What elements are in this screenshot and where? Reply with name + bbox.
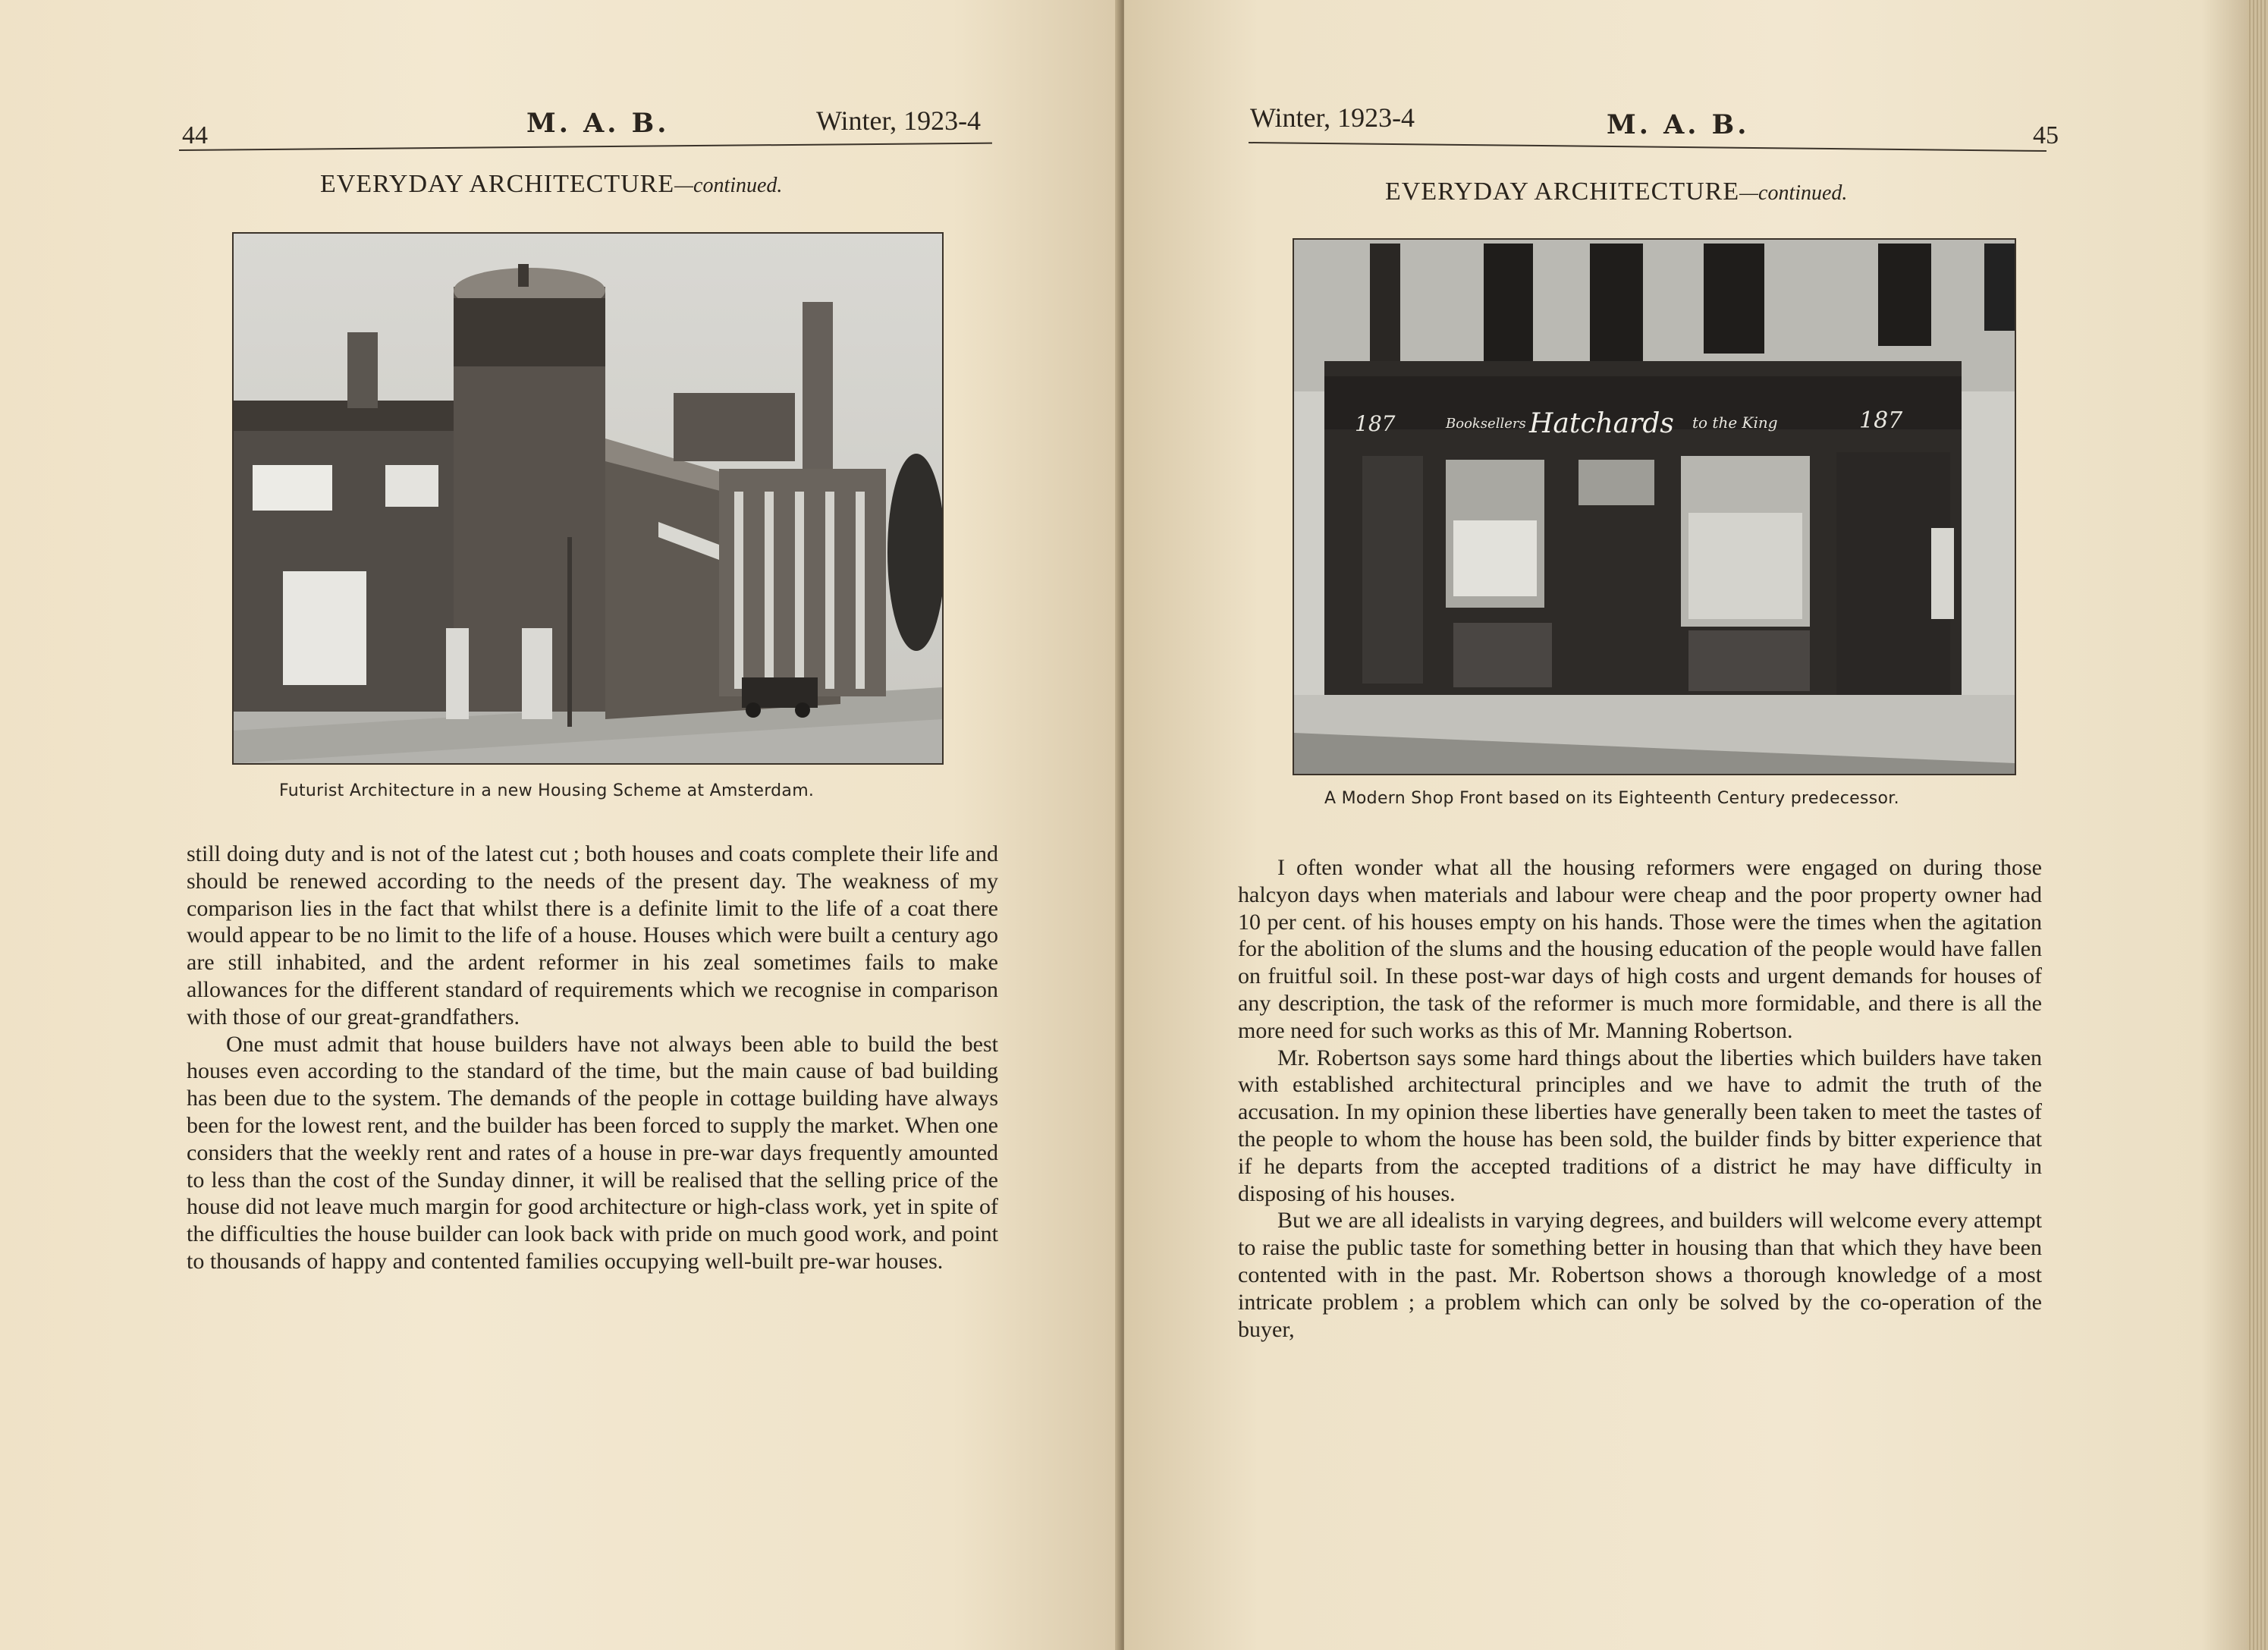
page-number: 44 (182, 121, 208, 149)
paragraph: But we are all idealists in varying degrees, and builders will welcome every attempt to raise the public taste for something better in housing than that which they have been contented with in the past. Mr. Robertson shows a thorough knowledge of a most intricate problem ; a problem which can only be solved by the co-operation of the buyer, (1238, 1208, 2042, 1342)
photo-caption: A Modern Shop Front based on its Eighteenth Century predecessor. (1324, 789, 1899, 808)
header-date: Winter, 1923-4 (1250, 102, 1415, 133)
header-title: M. A. B. (1607, 109, 1750, 140)
paragraph: I often wonder what all the housing reformers were engaged on during those halcyon days when materials and labour were cheap and the poor property owner had 10 per cent. of his houses empty on his hands. Those were the times when the agitation for the abolition of the slums and the housing education of the people would have fallen on fruitful soil. In these post-war days of high costs and urgent demands for houses of any description, the task of the reformer is much more formidable, and there is all the more need for such works as this of Mr. Manning Robertson. (1238, 855, 2042, 1043)
photo-hatchards-shop-front (1293, 238, 2016, 775)
header-rule (1249, 142, 2047, 152)
paragraph: still doing duty and is not of the latest cut ; both houses and coats complete their life and should be renewed according to the needs of the present day. The weakness of my comparison lies in the fact that whilst there is a definite limit to the life of a coat there would appear to be no limit to the life of a house. Houses which were built a century ago are still inhabited, and the ardent reformer in his zeal sometimes fails to make allowances for the different standard of requirements which we recognise in comparison with those of our great-grandfathers. (187, 841, 998, 1029)
section-title-text: EVERYDAY ARCHITECTURE (320, 170, 675, 198)
section-title-continued: —continued. (1739, 181, 1848, 205)
paragraph: One must admit that house builders have not always been able to build the best houses even according to the standard of the time, but the main cause of bad building has been due to the system. The demands of the people in cottage building have always been for the lowest rent, and the builder has been forced to supply the market. When one considers that the weekly rent and rates of a house in pre-war days frequently amounted to less than the cost of the Sunday dinner, it will be realised that the selling price of the house did not leave much margin for good architecture or high-class work, yet in spite of the difficulties the house builder can look back with pride on much good work, and point to thousands of happy and contented families occupying well-built pre-war houses. (187, 1031, 998, 1274)
left-body-text (187, 841, 998, 1275)
shop-sign-name: Hatchards (1529, 408, 1674, 439)
page-number: 45 (2033, 121, 2059, 149)
section-title (1385, 178, 1847, 206)
header-title: M. A. B. (526, 108, 670, 139)
section-title-text: EVERYDAY ARCHITECTURE (1385, 178, 1740, 206)
photo-amsterdam-illustration (234, 234, 942, 763)
header-rule (179, 143, 992, 151)
paragraph: Mr. Robertson says some hard things about the liberties which builders have taken with established architectural principles and we have to admit the truth of the accusation. In my opinion these liberties have generally been taken to meet the tastes of the people to whom the house has been sold, the builder finds by bitter experience that if he departs from the accepted traditions of a district he may have difficulty in disposing of his houses. (1238, 1045, 2042, 1206)
shop-sign-number-right: 187 (1859, 407, 1903, 434)
section-title (320, 170, 782, 199)
photo-caption: Futurist Architecture in a new Housing Scheme at Amsterdam. (279, 781, 815, 800)
right-page (1124, 0, 2247, 1650)
shop-sign-number-left: 187 (1355, 411, 1396, 436)
right-body-text (1238, 854, 2042, 1343)
page-edges (2247, 0, 2268, 1650)
shop-sign-booksellers: Booksellers (1446, 416, 1526, 432)
header-date: Winter, 1923-4 (816, 105, 982, 136)
section-title-continued: —continued. (674, 174, 783, 197)
left-page (0, 0, 1121, 1650)
shop-sign-to-the-king: to the King (1692, 413, 1778, 432)
photo-amsterdam-housing (232, 232, 944, 765)
photo-shop-illustration (1294, 240, 2015, 774)
